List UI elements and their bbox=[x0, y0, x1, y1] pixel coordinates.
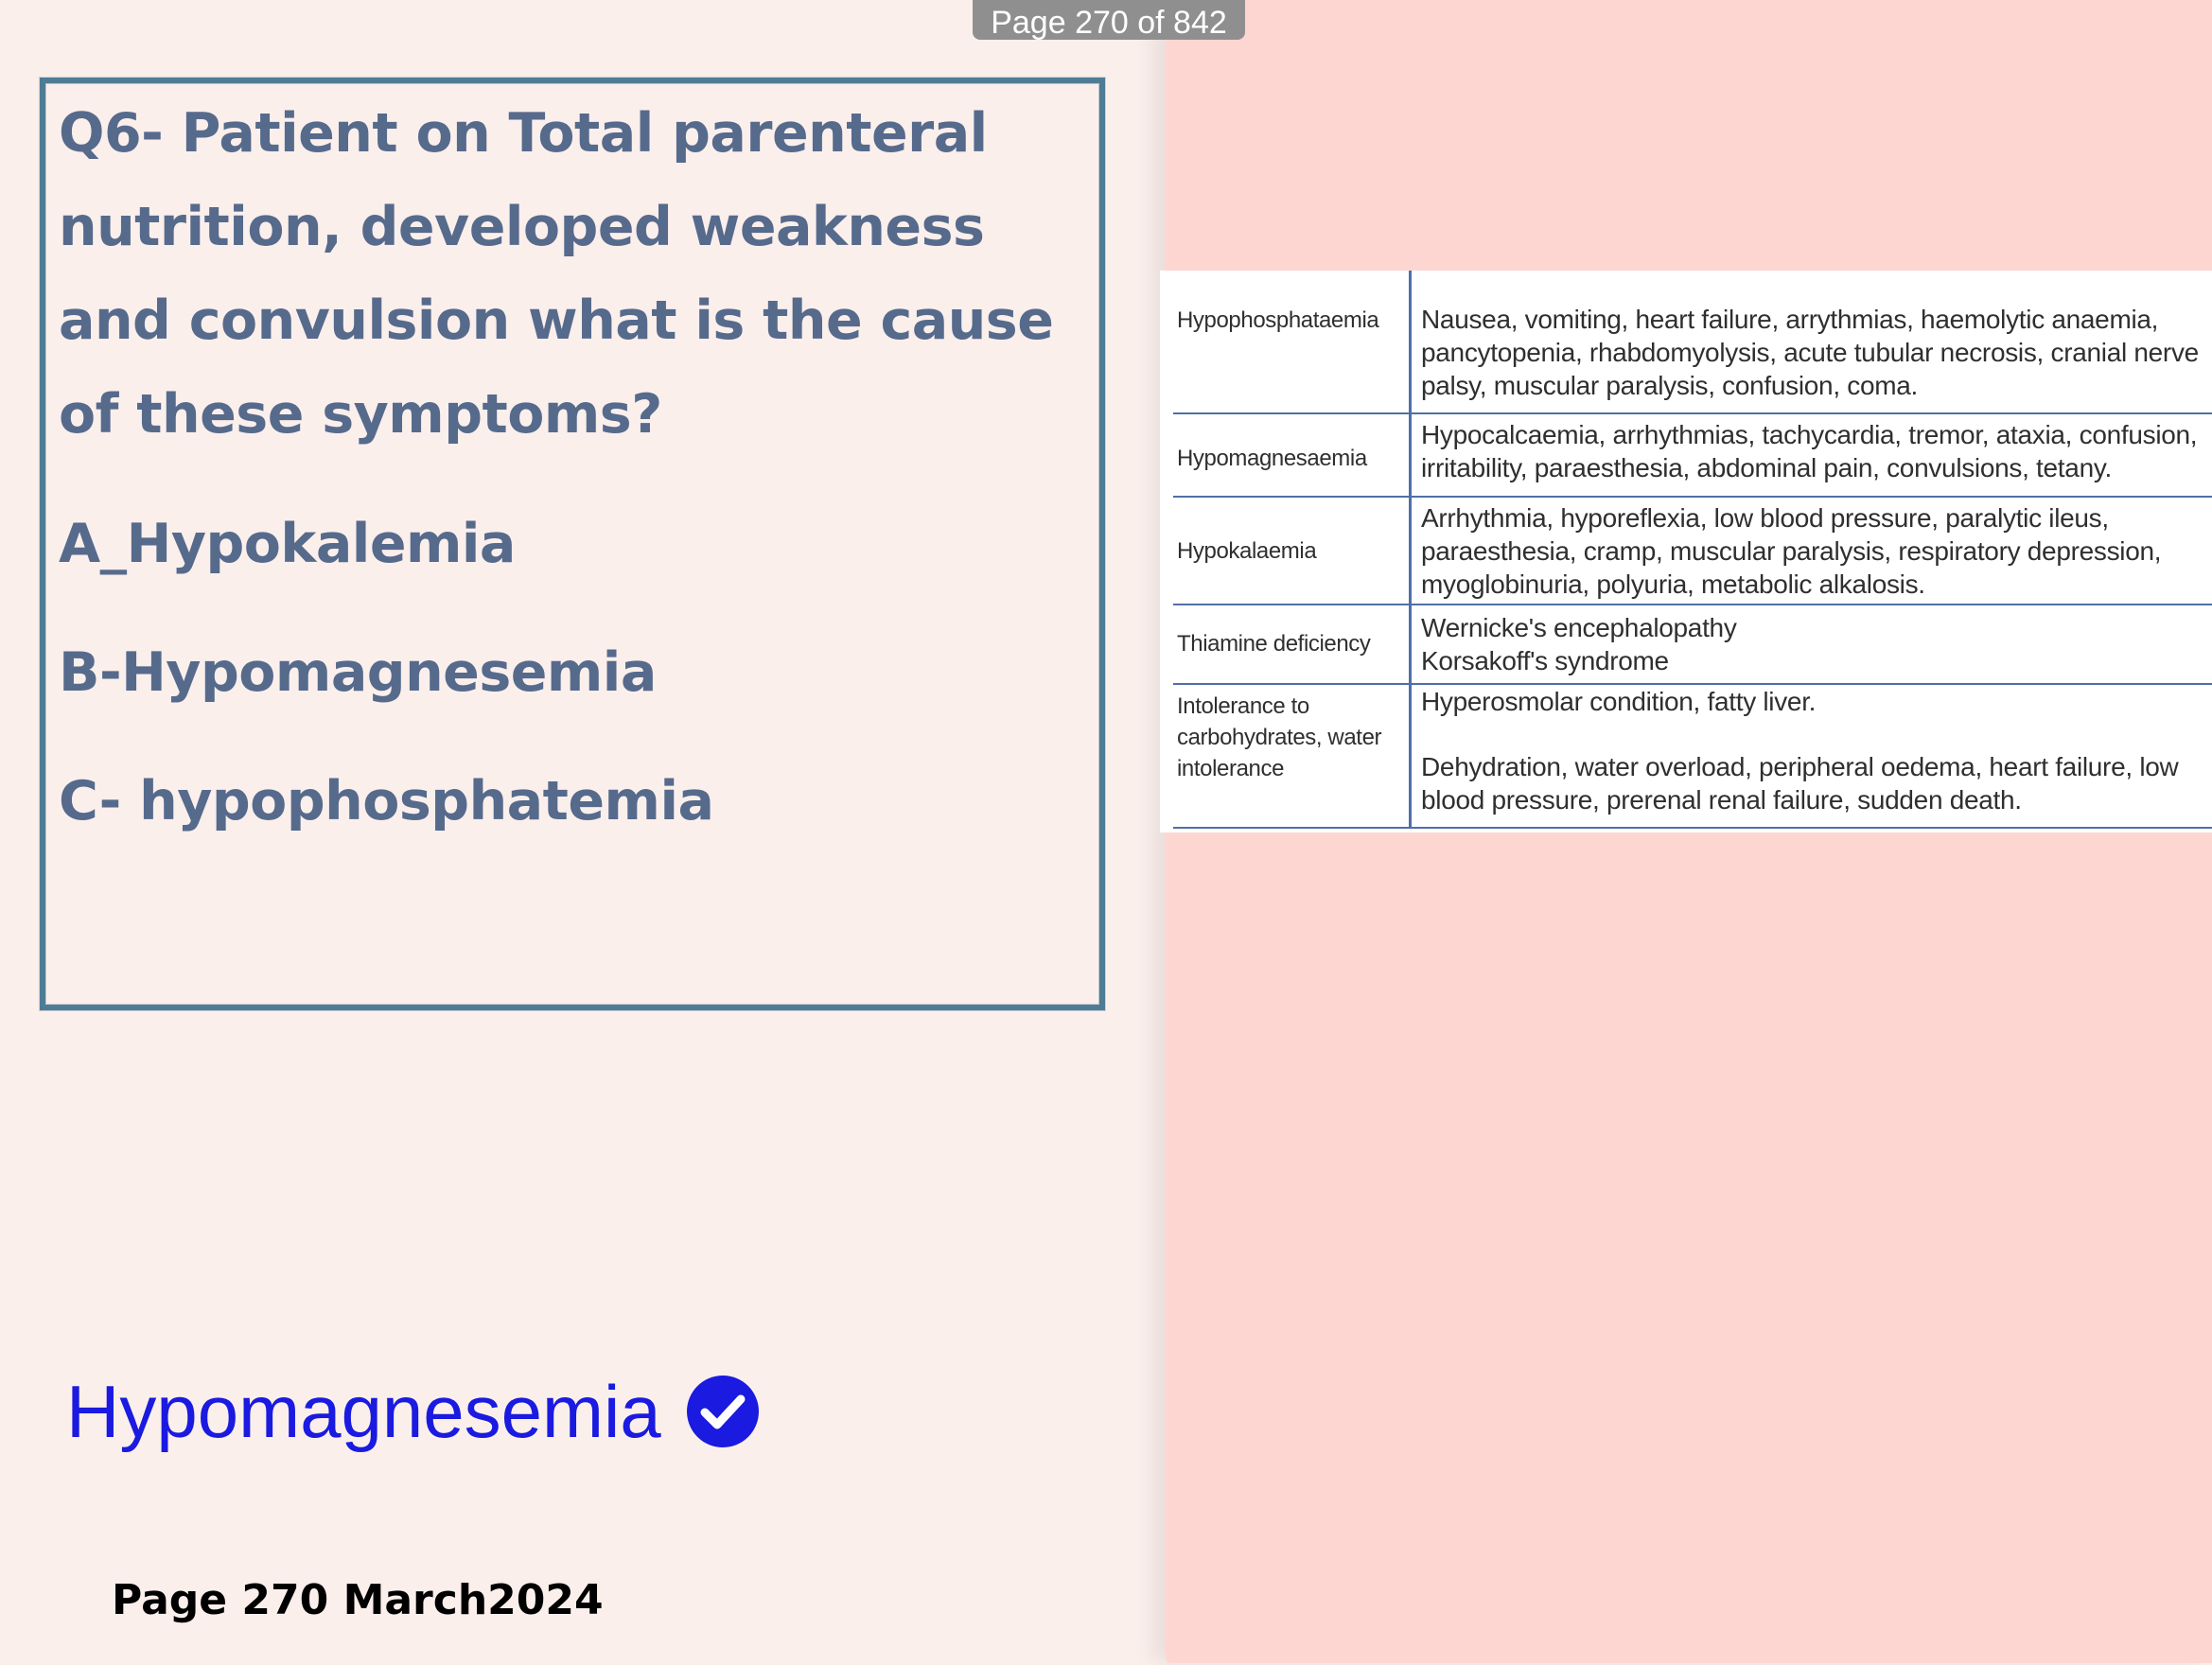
table-cell-condition: Hypokalaemia bbox=[1173, 497, 1411, 605]
answer-text: Hypomagnesemia bbox=[66, 1369, 661, 1453]
table-cell-symptoms: Nausea, vomiting, heart failure, arrythmias, haemolytic anaemia, pancytopenia, rhabdomyolysis, acute tubular necrosis, cranial nerve palsy, muscular paralysis, confusion, coma. bbox=[1411, 271, 2212, 413]
spacer bbox=[1421, 718, 2212, 750]
symptoms-line: Dehydration, water overload, peripheral oedema, heart failure, low blood pressure, prerenal renal failure, sudden death. bbox=[1421, 752, 2179, 815]
verified-check-icon bbox=[686, 1375, 760, 1448]
table-cell-condition: Thiamine deficiency bbox=[1173, 605, 1411, 684]
table-row bbox=[1173, 413, 2212, 497]
page-indicator: Page 270 of 842 bbox=[973, 0, 1245, 40]
table-row bbox=[1173, 605, 2212, 684]
table-cell-condition: Hypophosphataemia bbox=[1173, 271, 1411, 413]
option-c: C- hypophosphatemia bbox=[59, 770, 714, 832]
symptoms-line: Hyperosmolar condition, fatty liver. bbox=[1421, 687, 1817, 716]
table-row bbox=[1173, 271, 2212, 413]
answer bbox=[66, 1364, 760, 1459]
reference-table bbox=[1173, 271, 2212, 829]
symptoms-line: Wernicke's encephalopathy bbox=[1421, 613, 1737, 642]
table-cell-symptoms: Hypocalcaemia, arrhythmias, tachycardia, tremor, ataxia, confusion, irritability, paraesthesia, abdominal pain, convulsions, tetany. bbox=[1411, 413, 2212, 497]
reference-table-card bbox=[1160, 271, 2212, 832]
table-cell-condition: Hypomagnesaemia bbox=[1173, 413, 1411, 497]
option-b: B-Hypomagnesemia bbox=[59, 641, 657, 704]
footer-page-label: Page 270 March2024 bbox=[112, 1576, 604, 1624]
symptoms-line: Korsakoff's syndrome bbox=[1421, 646, 1669, 675]
table-cell-symptoms: Arrhythmia, hyporeflexia, low blood pressure, paralytic ileus, paraesthesia, cramp, muscular paralysis, respiratory depression, myoglobinuria, polyuria, metabolic alkalosis. bbox=[1411, 497, 2212, 605]
table-cell-symptoms bbox=[1411, 605, 2212, 684]
table-cell-condition: Intolerance to carbohydrates, water intolerance bbox=[1173, 684, 1411, 828]
table-row bbox=[1173, 497, 2212, 605]
table-cell-symptoms bbox=[1411, 684, 2212, 828]
table-row bbox=[1173, 684, 2212, 828]
question-text: Q6- Patient on Total parenteral nutrition, developed weakness and convulsion what is the cause of these symptoms? bbox=[59, 102, 1054, 446]
option-a: A_Hypokalemia bbox=[59, 513, 516, 575]
